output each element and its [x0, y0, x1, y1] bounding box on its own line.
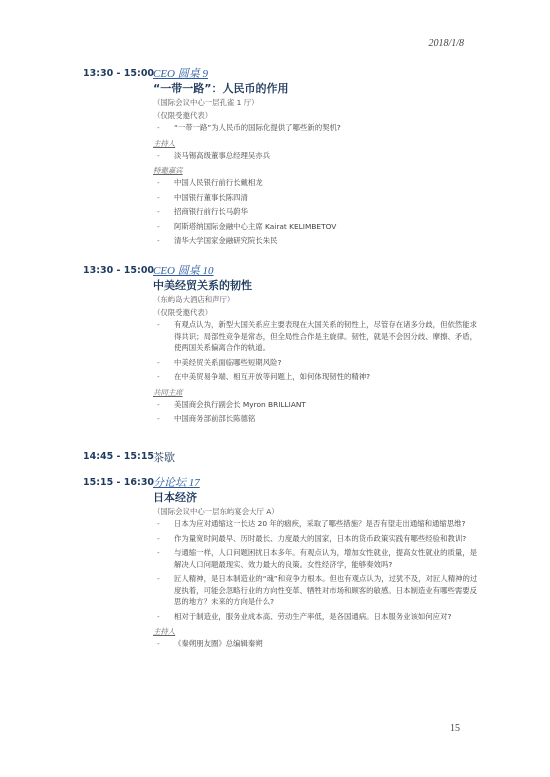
host-item: - 中国商务部前部长陈德铭 — [153, 413, 483, 425]
question-item: - 中美经贸关系面临哪些短期风险? — [153, 357, 483, 369]
session-title: “一带一路”：人民币的作用 — [153, 82, 289, 95]
session-venue: （东屿岛大酒店和声厅） — [153, 295, 235, 304]
session-time: 13:30 - 15:00 — [83, 265, 155, 276]
question-item: - 日本为应对通缩这一长达 20 年的痼疾，采取了哪些措施？是否有望走出通缩和通缩思维? — [153, 518, 483, 530]
host-list — [153, 150, 483, 162]
session-time: 14:45 - 15:15 — [83, 451, 155, 462]
guest-item: - 阿斯塔纳国际金融中心主席 Kairat KELIMBETOV — [153, 221, 483, 233]
host-list — [153, 399, 483, 425]
session-note: （仅限受邀代表） — [153, 308, 213, 317]
question-list — [153, 122, 483, 134]
session-note: （仅限受邀代表） — [153, 111, 213, 120]
guest-item: - 清华大学国家金融研究院长朱民 — [153, 235, 483, 247]
host-label: 主持人 — [153, 627, 176, 636]
host-item: - 《秦朔朋友圈》总编辑秦朔 — [153, 638, 483, 650]
session-venue: （国际会议中心一层孔雀 1 厅） — [153, 98, 259, 107]
question-list — [153, 319, 483, 383]
host-label: 主持人 — [153, 138, 176, 148]
host-label: 共同主席 — [153, 387, 183, 397]
session-title: 茶歇 — [153, 451, 175, 464]
host-item: - 淡马锡高级董事总经理吴亦兵 — [153, 150, 483, 162]
session-category: CEO 圆桌 9 — [153, 68, 208, 80]
guest-item: - 中国银行董事长陈四清 — [153, 192, 483, 204]
session-venue: （国际会议中心一层东屿宴会大厅 A） — [153, 507, 279, 516]
session-category: 分论坛 17 — [153, 477, 200, 489]
question-item: - 匠人精神，是日本制造业的“魂”和竞争力根本。但也有观点认为，过犹不及，对匠人精神的过度执着，可能会忽略行业的方向性变革、牺牲对市场和顾客的敏感。日本制造业有哪些需要反思的地方？未来的方向是什么? — [153, 573, 483, 608]
session-title: 日本经济 — [153, 491, 197, 504]
question-item: - 有观点认为，新型大国关系应主要表现在大国关系的韧性上，尽管存在诸多分歧，但依然能求得共识；局部性竞争是常态，但全局性合作是主旋律。韧性，就是不会因分歧、摩擦、矛盾，使两国关系偏离合作的轨道。 — [153, 319, 483, 354]
question-item: - 相对于制造业，服务业成本高、劳动生产率低，是各国通病。日本服务业该如何应对? — [153, 611, 483, 623]
page-number: 15 — [450, 723, 460, 734]
session-ceo-roundtable-9 — [83, 68, 483, 250]
session-ceo-roundtable-10 — [83, 265, 483, 428]
session-category: CEO 圆桌 10 — [153, 265, 214, 277]
question-list — [153, 518, 483, 622]
session-forum-17 — [83, 477, 483, 653]
question-item: - 与通缩一样，人口问题困扰日本多年。有观点认为，增加女性就业，提高女性就业的质量，是解决人口问题最现实、效力最大的良策。女性经济学，能够奏效吗? — [153, 547, 483, 570]
guest-item: - 招商银行前行长马蔚华 — [153, 206, 483, 218]
host-list — [153, 638, 483, 650]
question-item: - 在中美贸易争端、相互开放等问题上，如何体现韧性的精神? — [153, 371, 483, 383]
question-item: - “一带一路”为人民币的国际化提供了哪些新的契机? — [153, 122, 483, 134]
session-time: 13:30 - 15:00 — [83, 68, 155, 79]
guest-list — [153, 177, 483, 247]
page-date: 2018/1/8 — [428, 38, 464, 49]
question-item: - 作为量宽时间最早、历时最长、力度最大的国家，日本的货币政策实践有哪些经验和教训? — [153, 533, 483, 545]
session-time: 15:15 - 16:30 — [83, 477, 155, 488]
guest-item: - 中国人民银行前行长戴相龙 — [153, 177, 483, 189]
guests-label: 特邀嘉宾 — [153, 166, 183, 175]
host-item: - 美国商会执行副会长 Myron BRILLIANT — [153, 399, 483, 411]
session-title: 中美经贸关系的韧性 — [153, 279, 252, 292]
session-tea-break — [83, 451, 483, 465]
